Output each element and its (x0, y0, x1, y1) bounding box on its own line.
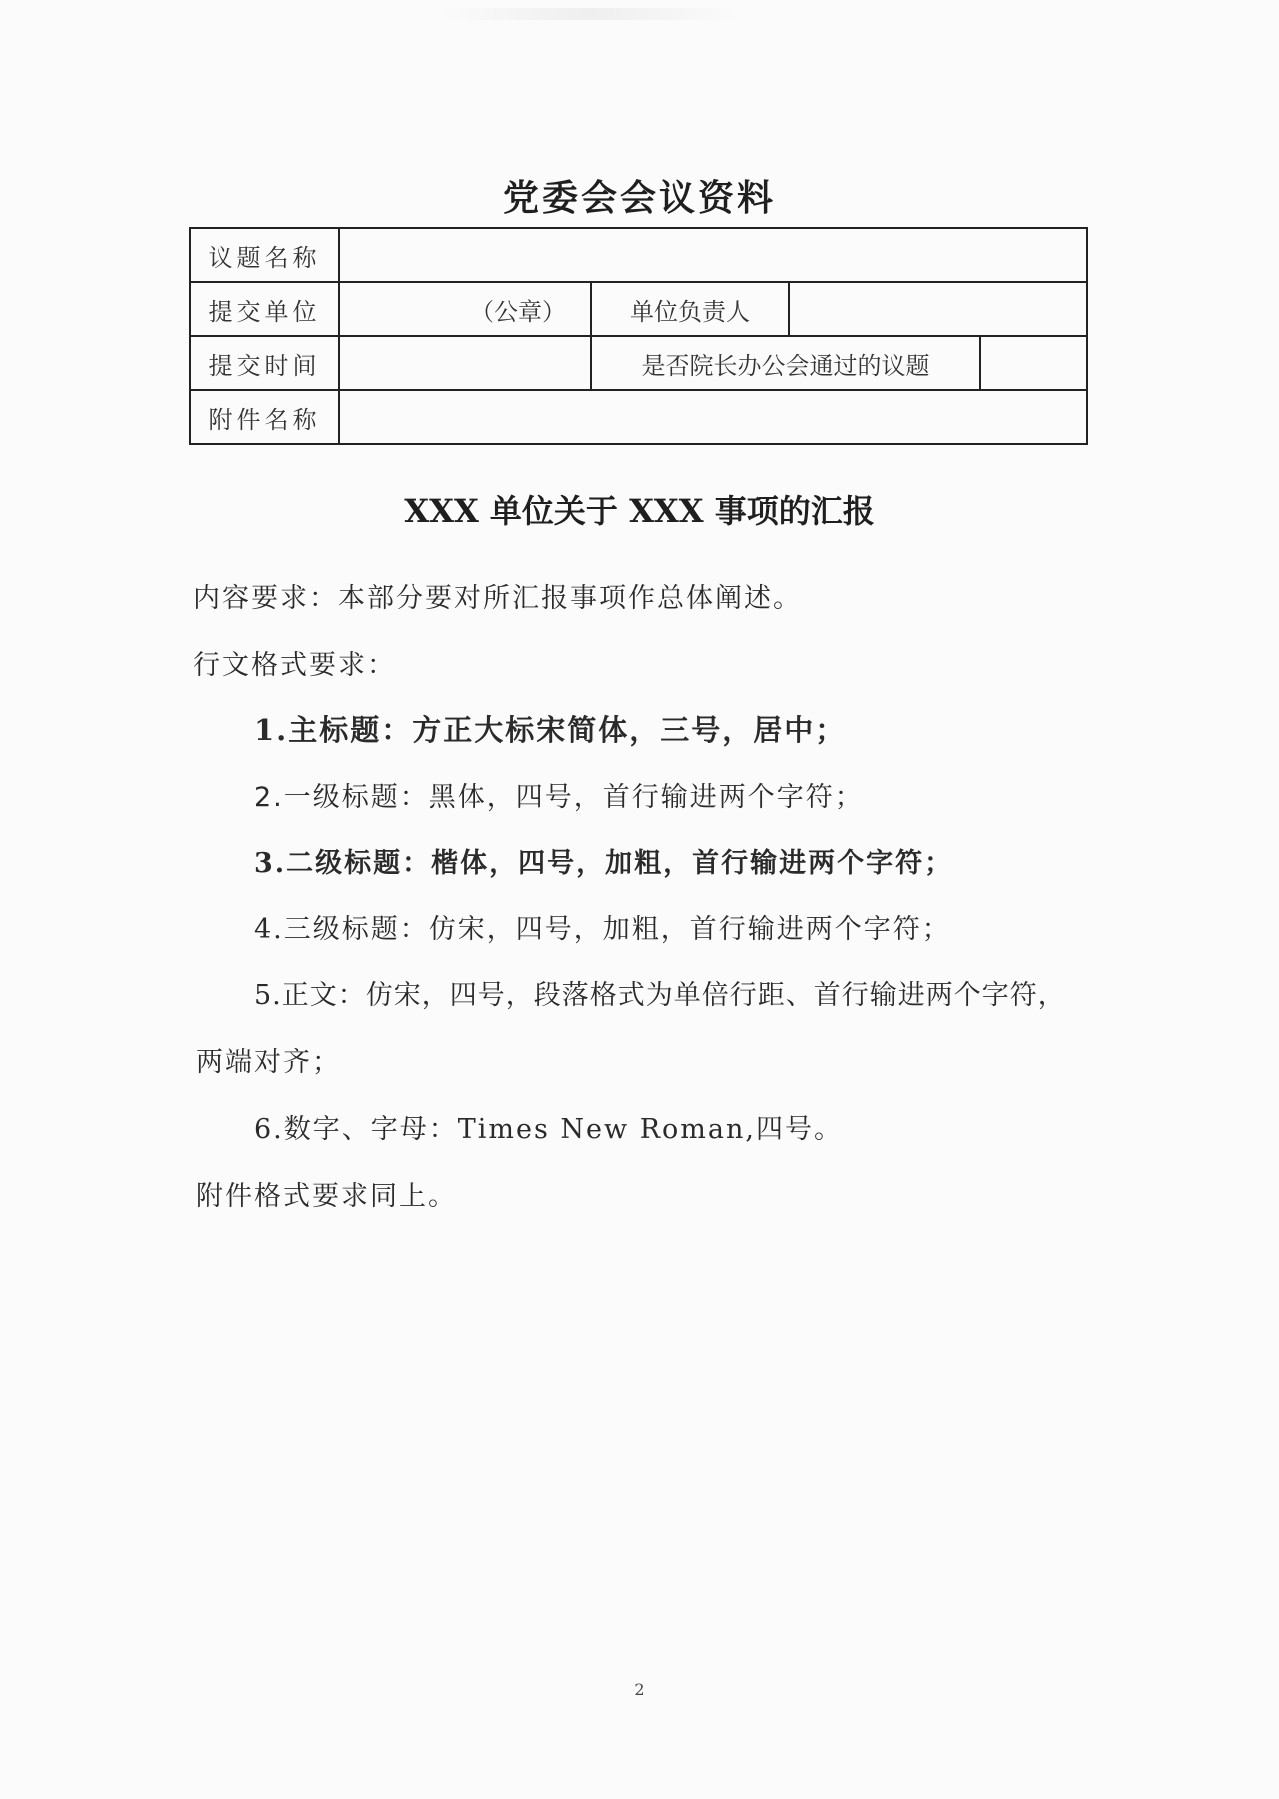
format-item-3: 3.二级标题：楷体，四号，加粗，首行输进两个字符； (254, 848, 954, 879)
format-item-5: 5.正文：仿宋，四号，段落格式为单倍行距、首行输进两个字符， (254, 980, 1066, 1011)
attachment-requirement: 附件格式要求同上。 (196, 1181, 457, 1212)
official-seal-placeholder: （公章） (339, 282, 591, 336)
report-title: XXX 单位关于 XXX 事项的汇报 (404, 492, 875, 530)
format-item-1: 1.主标题：方正大标宋简体，三号，居中； (254, 713, 847, 747)
scan-artifact (440, 8, 740, 20)
format-item-5-continued: 两端对齐； (196, 1047, 341, 1078)
table-row (190, 390, 1087, 444)
meeting-info-table (189, 227, 1088, 445)
content-requirement (193, 576, 802, 615)
format-item-6: 6.数字、字母：Times New Roman,四号。 (254, 1114, 843, 1145)
content-requirement-label: 内容要求： (193, 583, 338, 614)
president-office-approved-value (980, 336, 1087, 390)
attachment-name-value (339, 390, 1087, 444)
table-row (190, 336, 1087, 390)
content-requirement-text: 本部分要对所汇报事项作总体阐述。 (338, 583, 802, 614)
attachment-name-label: 附件名称 (190, 390, 339, 444)
topic-name-label: 议题名称 (190, 228, 339, 282)
format-requirement-label: 行文格式要求： (193, 650, 396, 681)
table-row (190, 282, 1087, 336)
page-number: 2 (634, 1680, 645, 1699)
submit-time-label: 提交时间 (190, 336, 339, 390)
submit-unit-label: 提交单位 (190, 282, 339, 336)
unit-head-label: 单位负责人 (591, 282, 789, 336)
document-title: 党委会会议资料 (502, 177, 776, 219)
unit-head-value (789, 282, 1087, 336)
format-item-2: 2.一级标题：黑体，四号，首行输进两个字符； (254, 782, 864, 813)
president-office-approved-label: 是否院长办公会通过的议题 (591, 336, 980, 390)
format-item-4: 4.三级标题：仿宋，四号，加粗，首行输进两个字符； (254, 914, 951, 945)
topic-name-value (339, 228, 1087, 282)
table-row (190, 228, 1087, 282)
submit-time-value (339, 336, 591, 390)
